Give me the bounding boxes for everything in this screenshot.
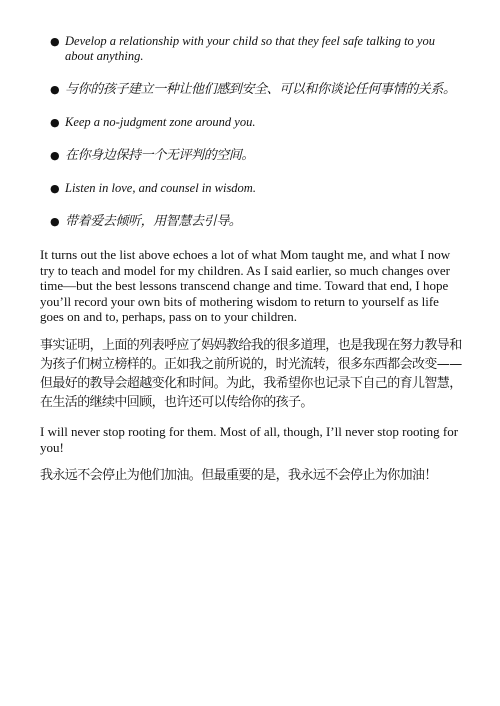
bullet-icon: ●	[50, 149, 60, 162]
body-paragraph: I will never stop rooting for them. Most of all, though, I’ll never stop rooting for you!	[40, 423, 459, 455]
list-item-text: 在你身边保持一个无评判的空间。	[65, 148, 255, 163]
body-paragraph: It turns out the list above echoes a lot of what Mom taught me, and what I now try to teach and model for my children. As I said earlier, so much changes over time—but the best lessons transcend change and time. Toward that end, I hope you’ll record your own bits of mothering wisdom to return to yourself as life goes on and to, perhaps, pass on to your children.	[40, 247, 451, 325]
list-item-text: Develop a relationship with your child so that they feel safe talking to you about anything.	[65, 34, 435, 63]
bullet-icon: ●	[50, 35, 60, 48]
body-paragraph: 我永远不会停止为他们加油。但最重要的是，我永远不会停止为你加油！	[40, 468, 437, 484]
list-item	[50, 34, 462, 64]
body-paragraph: 事实证明，上面的列表呼应了妈妈教给我的很多道理，也是我现在努力教导和为孩子们树立榜样的。正如我之前所说的，时光流转，很多东西都会改变——但最好的教导会超越变化和时间。为此，我希望你也记录下自己的育儿智慧，在生活的继续中回顾，也许还可以传给你的孩子。	[40, 337, 462, 410]
list-item-text: 与你的孩子建立一种让他们感到安全、可以和你谈论任何事情的关系。	[65, 82, 456, 97]
list-item-text: Keep a no-judgment zone around you.	[65, 115, 256, 129]
list-item-text: 带着爱去倾听，用智慧去引导。	[65, 214, 242, 229]
list-item-text: Listen in love, and counsel in wisdom.	[65, 181, 256, 195]
bullet-icon: ●	[50, 182, 60, 195]
list-item	[50, 81, 462, 99]
list-item	[50, 115, 462, 130]
list-item	[50, 147, 462, 165]
list-item	[50, 213, 462, 231]
document-page	[40, 34, 462, 497]
advice-list	[40, 34, 462, 231]
list-item	[50, 181, 462, 196]
bullet-icon: ●	[50, 83, 60, 96]
bullet-icon: ●	[50, 215, 60, 228]
bullet-icon: ●	[50, 116, 60, 129]
